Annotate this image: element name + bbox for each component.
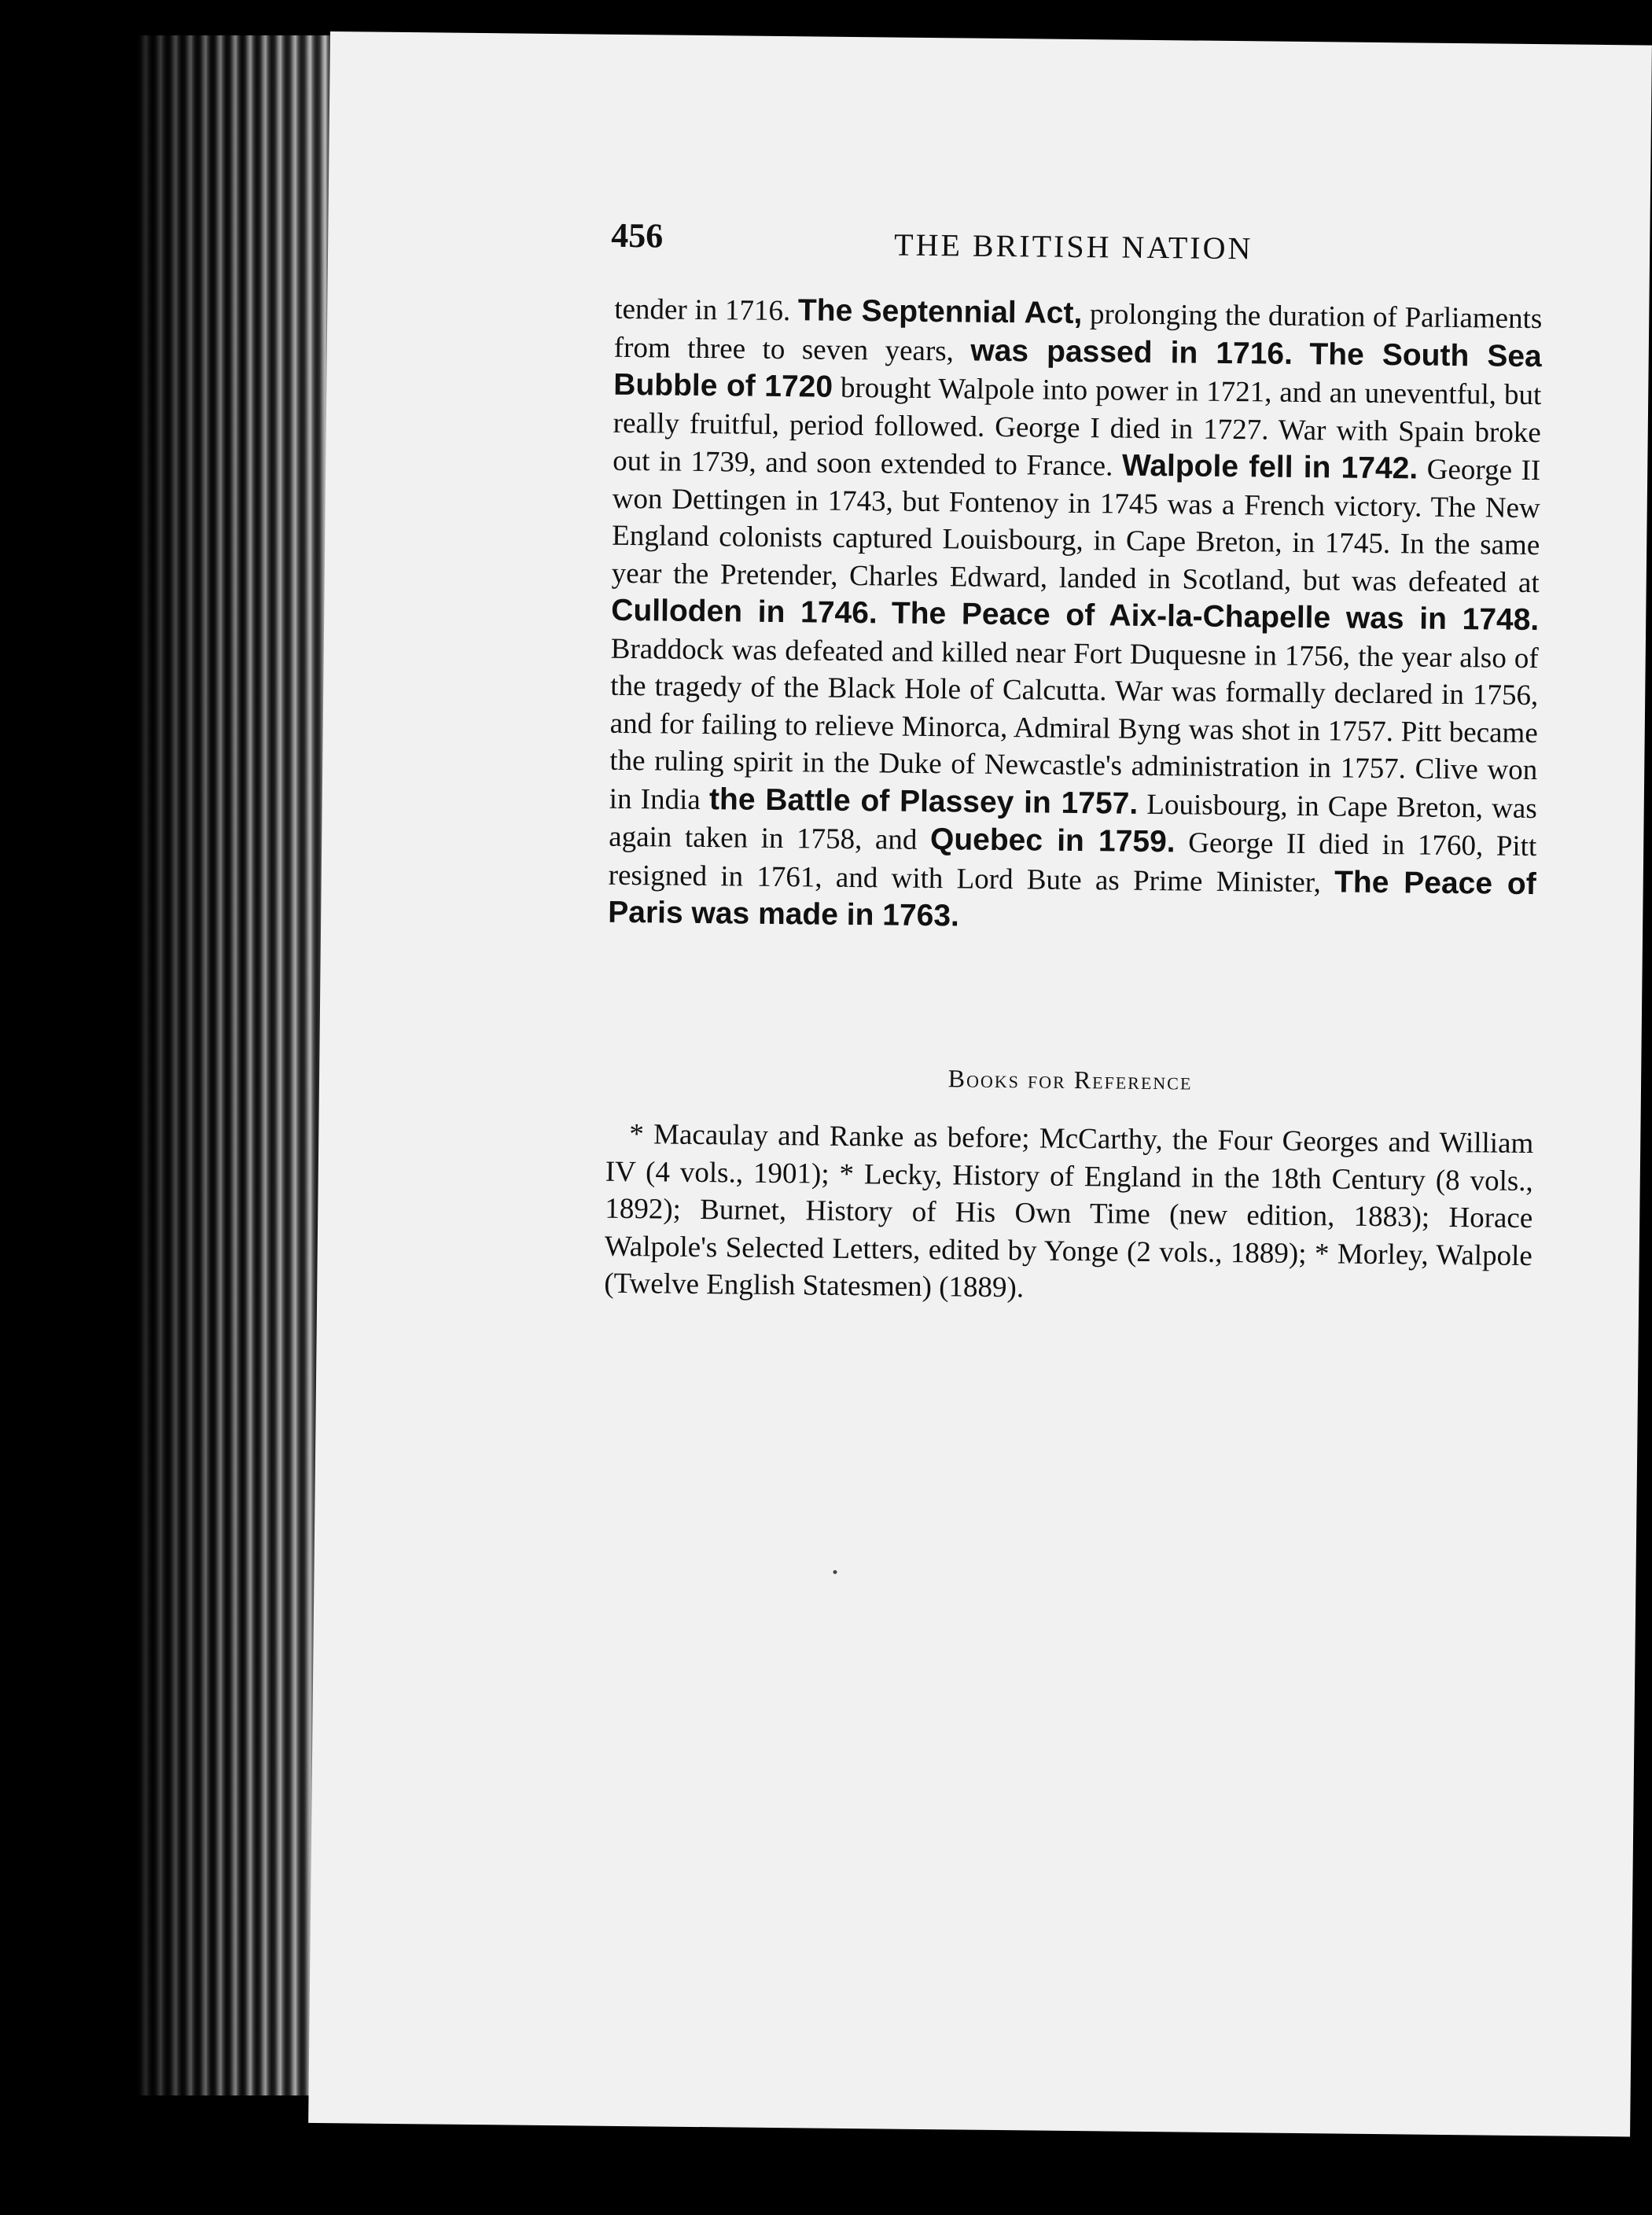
running-head (611, 215, 1602, 281)
bold-text-run: The Septennial Act, (797, 293, 1083, 331)
bold-text-run: The South Sea Bubble of 1720 (613, 337, 1542, 404)
text-run (878, 598, 892, 630)
bold-text-run: the Battle of Plassey in 1757. (708, 782, 1139, 821)
bold-text-run: Quebec in 1759. (929, 822, 1176, 859)
scan-speck (833, 1570, 837, 1574)
text-run: George II won Dettingen in 1743, but Fontenoy in 1745 was a French victory. The New England colonists captured Louisbourg, in Cape Breton, in 1745. In the same year the Pretender, Charles Edward, landed in Scotland, but was defeated at (611, 453, 1541, 599)
bold-text-run: The Peace of Paris was made in 1763. (608, 864, 1536, 933)
bold-text-run: Walpole fell in 1742. (1121, 448, 1418, 486)
running-title: THE BRITISH NATION (893, 226, 1253, 267)
page-number: 456 (611, 215, 664, 256)
text-run: Braddock was defeated and killed near Fort Duquesne in 1756, the year also of the tragedy of the Black Hole of Calcutta. War was formally declared in 1756, and for failing to relieve Minorca, Admiral Byng was shot in 1757. Pitt became the ruling spirit in the Duke of Newcastle's administration in 1757. Clive won in India (609, 632, 1539, 816)
text-run: George II died in 1760, Pitt resigned in 1761, and with Lord Bute as Prime Minister, (608, 826, 1537, 899)
text-run: tender in 1716. (614, 293, 799, 328)
bold-text-run: was passed in 1716. (970, 333, 1293, 371)
bold-text-run: Culloden in 1746. (611, 593, 878, 631)
bold-text-run: The Peace of Aix-la-Chapelle was in 1748. (891, 596, 1540, 638)
text-run: Louisbourg, in Cape Breton, was again taken in 1758, and (609, 788, 1537, 857)
references-text: * Macaulay and Ranke as before; McCarthy, the Four Georges and William IV (4 vols., 1901); * Lecky, History of England in the 18th Century (8 vols., 1892); Burnet, History of His Own Time (new edition, 1883); Horace Walpole's Selected Letters, edited by Yonge (2 vols., 1889); * Morley, Walpole (Twelve English Statesmen) (1889). (604, 1118, 1534, 1304)
book-page (308, 31, 1652, 2136)
text-run: brought Walpole into power in 1721, and an uneventful, but really fruitful, period followed. George I died in 1727. War with Spain broke out in 1739, and soon extended to France. (613, 371, 1542, 483)
page-content (308, 31, 1652, 2136)
text-run (1293, 338, 1310, 370)
body-paragraph (608, 290, 1542, 942)
references-heading: Books for Reference (947, 1064, 1193, 1095)
text-run: prolonging the duration of Parliaments from three to seven years, (613, 298, 1543, 368)
